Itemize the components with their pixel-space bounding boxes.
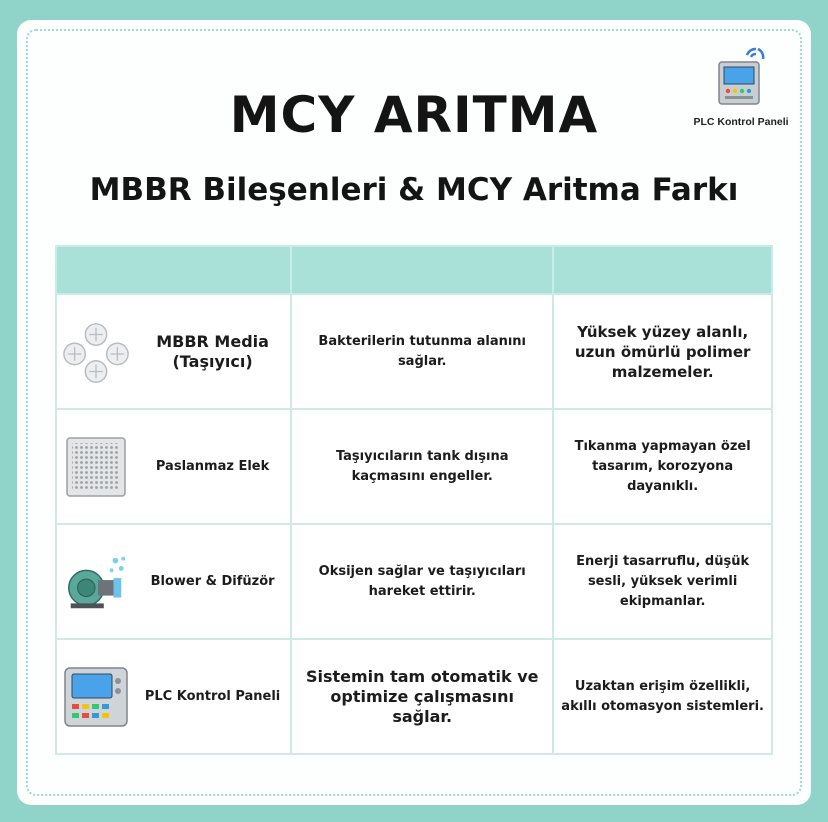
plc-badge [682,46,800,128]
function-cell: Oksijen sağlar ve taşıyıcıları hareket ettirir. [291,524,553,639]
difference-cell: Uzaktan erişim özellikli, akıllı otomasyon sistemleri. [553,639,772,754]
difference-cell: Tıkanma yapmayan özel tasarım, korozyona dayanıklı. [553,409,772,524]
component-name: Paslanmaz Elek [155,458,270,474]
header-cell [291,246,553,294]
function-cell: Taşıyıcıların tank dışına kaçmasını engeller. [291,409,553,524]
component-cell [56,294,291,409]
component-table [55,245,773,755]
table-header-row [56,246,772,294]
component-name: Blower & Difüzör [150,573,275,589]
component-cell [56,639,291,754]
component-name: MBBR Media (Taşıyıcı) [156,331,269,371]
component-name: PLC Kontrol Paneli [144,688,281,704]
page-subtitle: MBBR Bileşenleri & MCY Aritma Farkı [89,172,739,208]
page-title: MCY ARITMA [229,86,599,144]
header-cell [56,246,291,294]
mbbr-media-icon [61,320,131,384]
table-row [56,294,772,409]
wireless-plc-icon [711,46,771,108]
header-cell [553,246,772,294]
table-row [56,524,772,639]
component-cell [56,409,291,524]
table-row [56,639,772,754]
difference-cell: Enerji tasarruflu, düşük sesli, yüksek verimli ekipmanlar. [553,524,772,639]
function-cell: Sistemin tam otomatik ve optimize çalışmasını sağlar. [291,639,553,754]
function-cell: Bakterilerin tutunma alanını sağlar. [291,294,553,409]
blower-icon [61,550,131,614]
component-cell [56,524,291,639]
plc-panel-icon [62,665,130,729]
difference-cell: Yüksek yüzey alanlı, uzun ömürlü polimer malzemeler. [553,294,772,409]
plc-badge-label: PLC Kontrol Paneli [693,116,789,128]
mesh-screen-icon [64,435,128,499]
table-row [56,409,772,524]
